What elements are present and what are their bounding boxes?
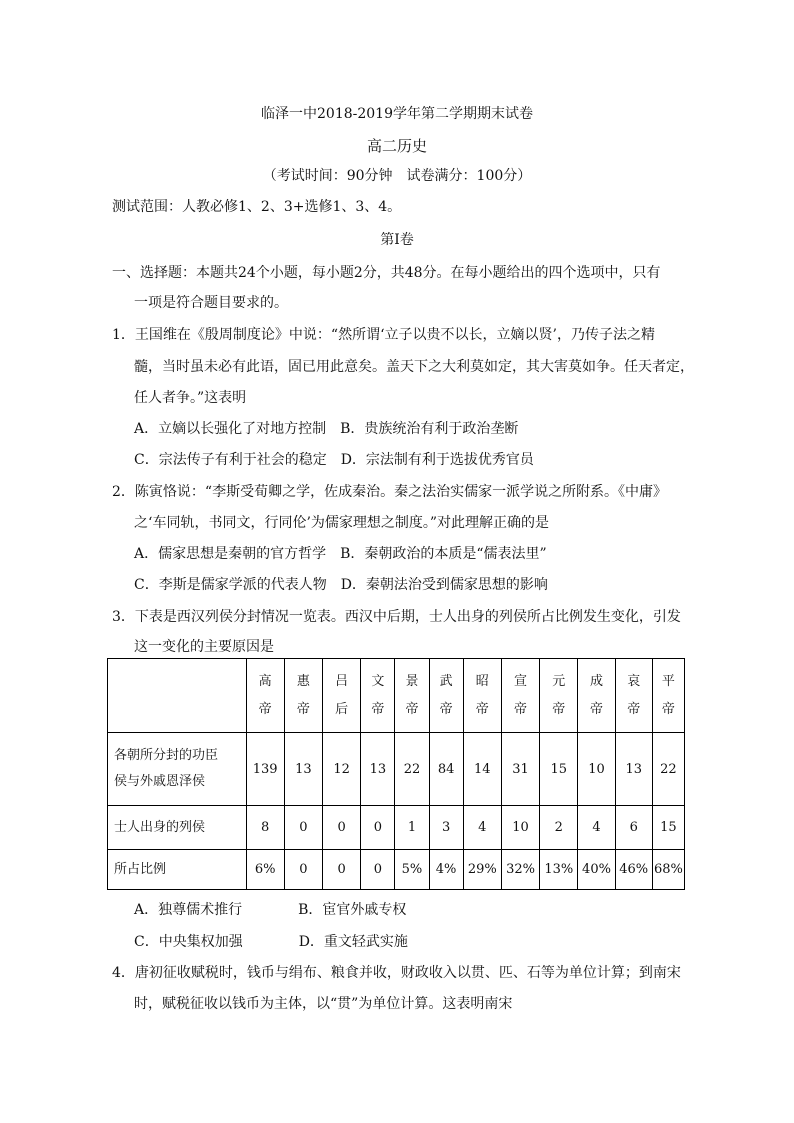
- table-cell: 15: [652, 806, 684, 850]
- table-cell: 13: [361, 733, 395, 806]
- table-cell: 68%: [652, 850, 684, 890]
- question-2-options-cd: C．李斯是儒家学派的代表人物 D．秦朝法治受到儒家思想的影响: [134, 577, 548, 593]
- table-cell: 0: [361, 850, 395, 890]
- question-1-line3: 任人者争。”这表明: [134, 390, 247, 406]
- table-cell: 32%: [501, 850, 539, 890]
- table-row: [108, 733, 685, 806]
- table-header-cell: 惠 帝: [284, 659, 322, 733]
- table-header-cell: 高 帝: [246, 659, 284, 733]
- table-row-label: 士人出身的列侯: [108, 806, 247, 850]
- table-cell: 4: [578, 806, 615, 850]
- table-row: [108, 850, 685, 890]
- question-3-options-ab: A．独尊儒术推行 B．宦官外戚专权: [134, 902, 407, 918]
- table-cell: 4: [463, 806, 501, 850]
- question-4-line1: 4．唐初征收赋税时，钱币与绢布、粮食并收，财政收入以贯、匹、石等为单位计算；到南宋: [112, 965, 681, 981]
- question-1-options-cd: C．宗法传子有利于社会的稳定 D．宗法制有利于选拔优秀官员: [134, 452, 534, 468]
- table-cell: 15: [540, 733, 578, 806]
- table-header-cell: 景 帝: [395, 659, 429, 733]
- table-header-cell: 平 帝: [652, 659, 684, 733]
- table-cell: 0: [323, 850, 361, 890]
- table-cell: 84: [429, 733, 463, 806]
- table-header-cell: 成 帝: [578, 659, 615, 733]
- question-3-line2: 这一变化的主要原因是: [134, 639, 274, 655]
- table-cell: 29%: [463, 850, 501, 890]
- table-cell: 12: [323, 733, 361, 806]
- table-cell: 4%: [429, 850, 463, 890]
- table-header-cell: 昭 帝: [463, 659, 501, 733]
- table-header-row: [108, 659, 685, 733]
- question-3-line1: 3．下表是西汉列侯分封情况一览表。西汉中后期，士人出身的列侯所占比例发生变化，引发: [112, 609, 681, 625]
- table-cell: 5%: [395, 850, 429, 890]
- question-1-line2: 髓，当时虽未必有此语，固已用此意矣。盖天下之大利莫如定，其大害莫如争。任天者定，: [134, 359, 694, 375]
- question-1-options-ab: A．立嫡以长强化了对地方控制 B．贵族统治有利于政治垄断: [134, 421, 519, 437]
- table-cell: 31: [501, 733, 539, 806]
- question-2-line2: 之‘车同轨，书同文，行同伦’为儒家理想之制度。”对此理解正确的是: [134, 515, 550, 531]
- exam-title: 临泽一中2018-2019学年第二学期期末试卷: [261, 106, 533, 122]
- table-header-cell: 武 帝: [429, 659, 463, 733]
- table-header-cell: 宣 帝: [501, 659, 539, 733]
- table-cell: 0: [323, 806, 361, 850]
- table-cell: 22: [395, 733, 429, 806]
- question-1-line1: 1．王国维在《殷周制度论》中说：“然所谓‘立子以贵不以长，立嫡以贤’，乃传子法之精: [112, 327, 655, 343]
- table-cell: 10: [578, 733, 615, 806]
- question-4-line2: 时，赋税征收以钱币为主体，以“贯”为单位计算。这表明南宋: [134, 996, 513, 1012]
- section-instruction-line1: 一、选择题：本题共24个小题，每小题2分，共48分。在每小题给出的四个选项中，只有: [112, 265, 661, 281]
- question-3-options-cd: C．中央集权加强 D．重文轻武实施: [134, 934, 408, 950]
- marquis-table: [107, 658, 685, 890]
- table-cell: 0: [361, 806, 395, 850]
- table-cell: 13: [284, 733, 322, 806]
- table-cell: 22: [652, 733, 684, 806]
- table-row-label: 所占比例: [108, 850, 247, 890]
- table-cell: 46%: [615, 850, 652, 890]
- table-cell: 14: [463, 733, 501, 806]
- table-cell: 40%: [578, 850, 615, 890]
- table-cell: 6: [615, 806, 652, 850]
- test-scope: 测试范围：人教必修1、2、3+选修1、3、4。: [112, 199, 402, 215]
- table-cell: 10: [501, 806, 539, 850]
- table-cell: 0: [284, 850, 322, 890]
- table-cell: 13%: [540, 850, 578, 890]
- table-cell: 6%: [246, 850, 284, 890]
- table-header-cell: 吕 后: [323, 659, 361, 733]
- table-row: [108, 806, 685, 850]
- table-corner-cell: [108, 659, 247, 733]
- table-cell: 3: [429, 806, 463, 850]
- section-instruction-line2: 一项是符合题目要求的。: [134, 295, 288, 311]
- exam-info: （考试时间：90分钟 试卷满分：100分）: [262, 168, 532, 184]
- table-row-label: 各朝所分封的功臣 侯与外戚恩泽侯: [108, 733, 247, 806]
- question-2-line1: 2．陈寅恪说：“李斯受荀卿之学，佐成秦治。秦之法治实儒家一派学说之所附系。《中庸》: [112, 484, 668, 500]
- table-cell: 1: [395, 806, 429, 850]
- table-cell: 2: [540, 806, 578, 850]
- table-header-cell: 文 帝: [361, 659, 395, 733]
- table-cell: 8: [246, 806, 284, 850]
- part-heading: 第Ⅰ卷: [380, 232, 414, 248]
- table-header-cell: 哀 帝: [615, 659, 652, 733]
- table-header-cell: 元 帝: [540, 659, 578, 733]
- question-2-options-ab: A．儒家思想是秦朝的官方哲学 B．秦朝政治的本质是“儒表法里”: [134, 546, 547, 562]
- table-cell: 0: [284, 806, 322, 850]
- exam-subject: 高二历史: [366, 137, 427, 155]
- table-cell: 139: [246, 733, 284, 806]
- table-cell: 13: [615, 733, 652, 806]
